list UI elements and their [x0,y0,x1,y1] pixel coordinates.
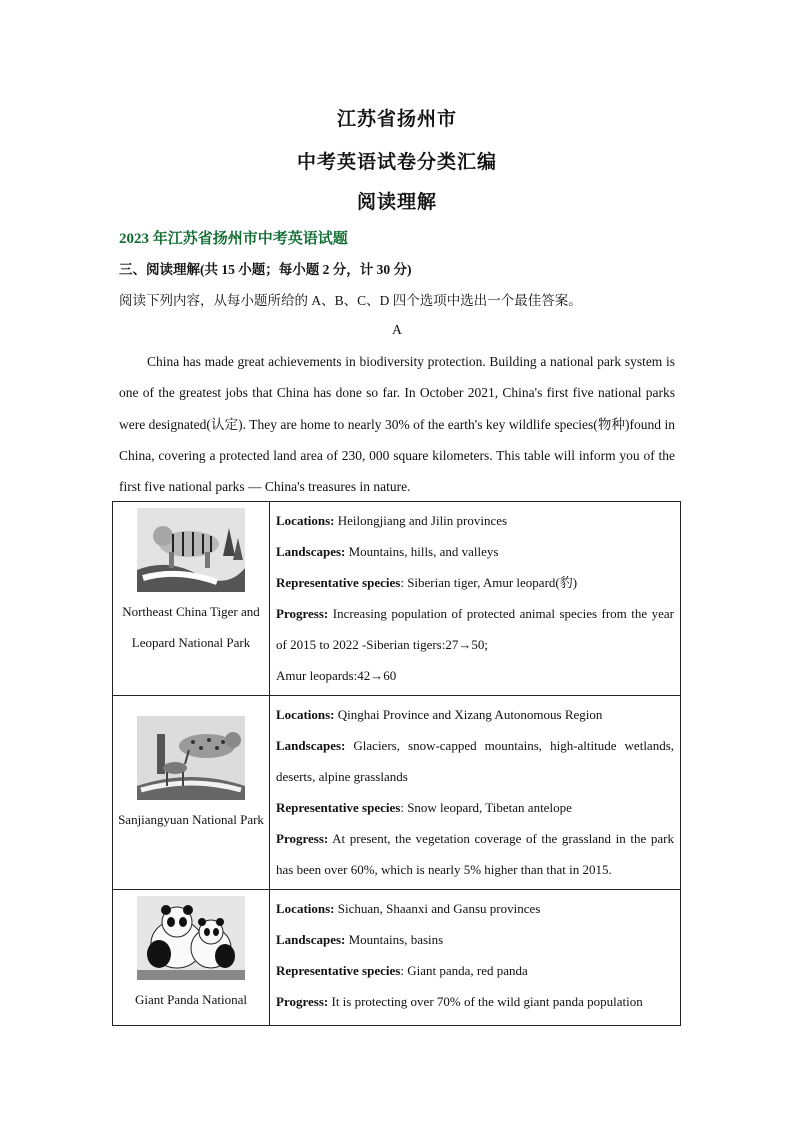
species-separator: : [400,575,404,590]
title-province-city: 江苏省扬州市 [336,109,457,130]
label-locations: Locations: [276,901,335,916]
park-species: Giant panda, red panda [407,963,528,978]
tiger-image [137,508,245,592]
label-landscapes: Landscapes: [276,544,346,559]
species-separator: : [400,800,404,815]
park-landscapes: Mountains, hills, and valleys [348,544,499,559]
label-progress: Progress: [276,831,329,846]
park-locations: Heilongjiang and Jilin provinces [337,513,508,528]
species-separator: : [400,963,404,978]
label-locations: Locations: [276,707,335,722]
label-landscapes: Landscapes: [276,738,346,753]
passage-paragraph: China has made great achievements in biodiversity protection. Building a national park system is one of the greatest jobs that China has done so far. In October 2021, China's first five national parks were designated(认定). They are home to nearly 30% of the earth's key wildlife species(物种)found in China, covering a protected land area of 230, 000 square kilometers. This table will inform you of the first five national parks — China's treasures in nature. [119,354,675,495]
table-row [113,696,681,890]
section-heading: 三、阅读理解(共 15 小题；每小题 2 分，计 30 分) [119,262,412,277]
park-species: Siberian tiger, Amur leopard(豹) [407,575,578,590]
label-species: Representative species [276,963,401,978]
park-locations: Qinghai Province and Xizang Autonomous Region [337,707,603,722]
park-cell [113,696,270,890]
exam-title: 2023 年江苏省扬州市中考英语试题 [119,231,348,247]
park-name: Northeast China Tiger and Leopard National Park [122,604,260,650]
park-landscapes: Mountains, basins [348,932,444,947]
label-landscapes: Landscapes: [276,932,346,947]
label-species: Representative species [276,800,401,815]
park-progress-extra: Amur leopards:42→60 [276,668,397,683]
park-details [270,502,681,696]
label-progress: Progress: [276,994,329,1009]
instruction-text: 阅读下列内容，从每小题所给的 A、B、C、D 四个选项中选出一个最佳答案。 [119,293,582,308]
park-details [270,890,681,1026]
snow-leopard-antelope-image [137,716,245,800]
label-locations: Locations: [276,513,335,528]
panda-image [137,896,245,980]
title-reading: 阅读理解 [356,192,437,213]
passage-letter: A [392,322,402,337]
title-collection: 中考英语试卷分类汇编 [296,152,497,173]
park-details [270,696,681,890]
park-species: Snow leopard, Tibetan antelope [407,800,572,815]
park-cell [113,502,270,696]
park-progress: Increasing population of protected animal species from the year of 2015 to 2022 -Siberian tigers:27→50; [276,606,675,652]
park-name: Sanjiangyuan National Park [118,812,264,827]
parks-table [112,501,681,1026]
park-name: Giant Panda National [135,992,247,1007]
park-landscapes: Glaciers, snow-capped mountains, high-altitude wetlands, deserts, alpine grasslands [276,738,675,784]
park-cell [113,890,270,1026]
park-progress: It is protecting over 70% of the wild giant panda population [331,994,643,1009]
table-row [113,890,681,1026]
label-progress: Progress: [276,606,329,621]
label-species: Representative species [276,575,401,590]
park-locations: Sichuan, Shaanxi and Gansu provinces [337,901,541,916]
park-progress: At present, the vegetation coverage of the grassland in the park has been over 60%, which is nearly 5% higher than that in 2015. [276,831,674,877]
table-row [113,502,681,696]
